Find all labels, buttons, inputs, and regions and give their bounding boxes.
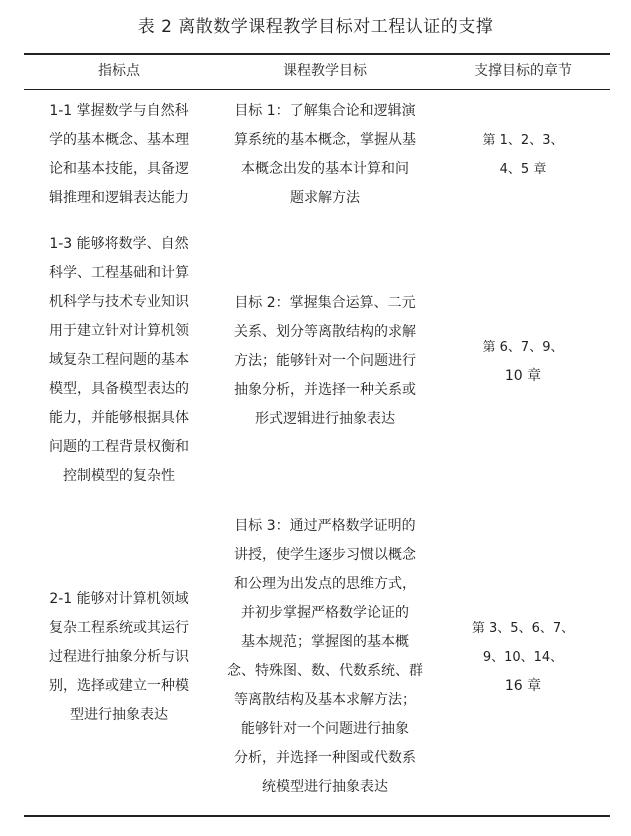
- row-3-chapters: [436, 614, 610, 701]
- header-objective: 课程教学目标: [283, 63, 367, 79]
- header-chapters: 支撑目标的章节: [474, 63, 572, 79]
- text-line: 1-3 能够将数学、自然: [49, 236, 189, 252]
- text-line: 9、10、14、: [482, 650, 564, 665]
- text-line: 并初步掌握严格数学论证的: [241, 605, 409, 621]
- header-indicator: 指标点: [98, 63, 140, 79]
- text-line: 复杂工程系统或其运行: [49, 620, 189, 636]
- text-line: 2-1 能够对计算机领域: [49, 591, 189, 607]
- row-1-objective: [214, 97, 436, 213]
- text-line: 4、5 章: [499, 162, 547, 177]
- text-line: 1-1 掌握数学与自然科: [49, 103, 189, 119]
- row-3-objective: [214, 512, 436, 802]
- text-line: 分析，并选择一种图或代数系: [234, 750, 416, 766]
- table-title: 表 2 离散数学课程教学目标对工程认证的支撑: [137, 17, 494, 37]
- text-line: 能够针对一个问题进行抽象: [241, 721, 409, 737]
- text-line: 型进行抽象表达: [70, 707, 168, 723]
- text-line: 目标 2：掌握集合运算、二元: [234, 295, 416, 311]
- text-line: 别，选择或建立一种模: [49, 678, 189, 694]
- text-line: 辑推理和逻辑表达能力: [49, 190, 189, 206]
- text-line: 关系、划分等离散结构的求解: [234, 324, 416, 340]
- text-line: 控制模型的复杂性: [63, 468, 175, 484]
- text-line: 基本规范；掌握图的基本概: [241, 634, 409, 650]
- text-line: 本概念出发的基本计算和问: [241, 161, 409, 177]
- text-line: 10 章: [504, 368, 542, 384]
- text-line: 学的基本概念、基本理: [49, 132, 189, 148]
- row-3-indicator: [24, 585, 214, 730]
- text-line: 算系统的基本概念，掌握从基: [234, 132, 416, 148]
- text-line: 模型，具备模型表达的: [49, 381, 189, 397]
- top-rule: [24, 53, 610, 55]
- text-line: 第 6、7、9、: [482, 340, 564, 355]
- text-line: 用于建立针对计算机领: [49, 323, 189, 339]
- text-line: 机科学与技术专业知识: [49, 294, 189, 310]
- bottom-rule: [24, 815, 610, 817]
- text-line: 题求解方法: [290, 190, 360, 206]
- text-line: 等离散结构及基本求解方法；: [234, 692, 416, 708]
- text-line: 能力，并能够根据具体: [49, 410, 189, 426]
- text-line: 论和基本技能，具备逻: [49, 161, 189, 177]
- text-line: 统模型进行抽象表达: [262, 779, 388, 795]
- text-line: 方法；能够针对一个问题进行: [234, 353, 416, 369]
- header-rule: [24, 89, 610, 90]
- text-line: 形式逻辑进行抽象表达: [255, 411, 395, 427]
- text-line: 讲授，使学生逐步习惯以概念: [234, 547, 416, 563]
- text-line: 问题的工程背景权衡和: [49, 439, 189, 455]
- row-1-indicator: [24, 97, 214, 213]
- text-line: 科学、工程基础和计算: [49, 265, 189, 281]
- text-line: 16 章: [504, 678, 542, 694]
- text-line: 念、特殊图、数、代数系统、群: [227, 663, 423, 679]
- row-2-indicator: [24, 230, 214, 491]
- text-line: 第 3、5、6、7、: [471, 621, 575, 636]
- text-line: 过程进行抽象分析与识: [49, 649, 189, 665]
- text-line: 和公理为出发点的思维方式，: [234, 576, 416, 592]
- text-line: 目标 1：了解集合论和逻辑演: [234, 103, 416, 119]
- text-line: 域复杂工程问题的基本: [49, 352, 189, 368]
- text-line: 抽象分析，并选择一种关系或: [234, 382, 416, 398]
- text-line: 第 1、2、3、: [482, 133, 564, 148]
- row-2-chapters: [436, 333, 610, 391]
- text-line: 目标 3：通过严格数学证明的: [234, 518, 416, 534]
- row-2-objective: [214, 289, 436, 434]
- row-1-chapters: [436, 126, 610, 184]
